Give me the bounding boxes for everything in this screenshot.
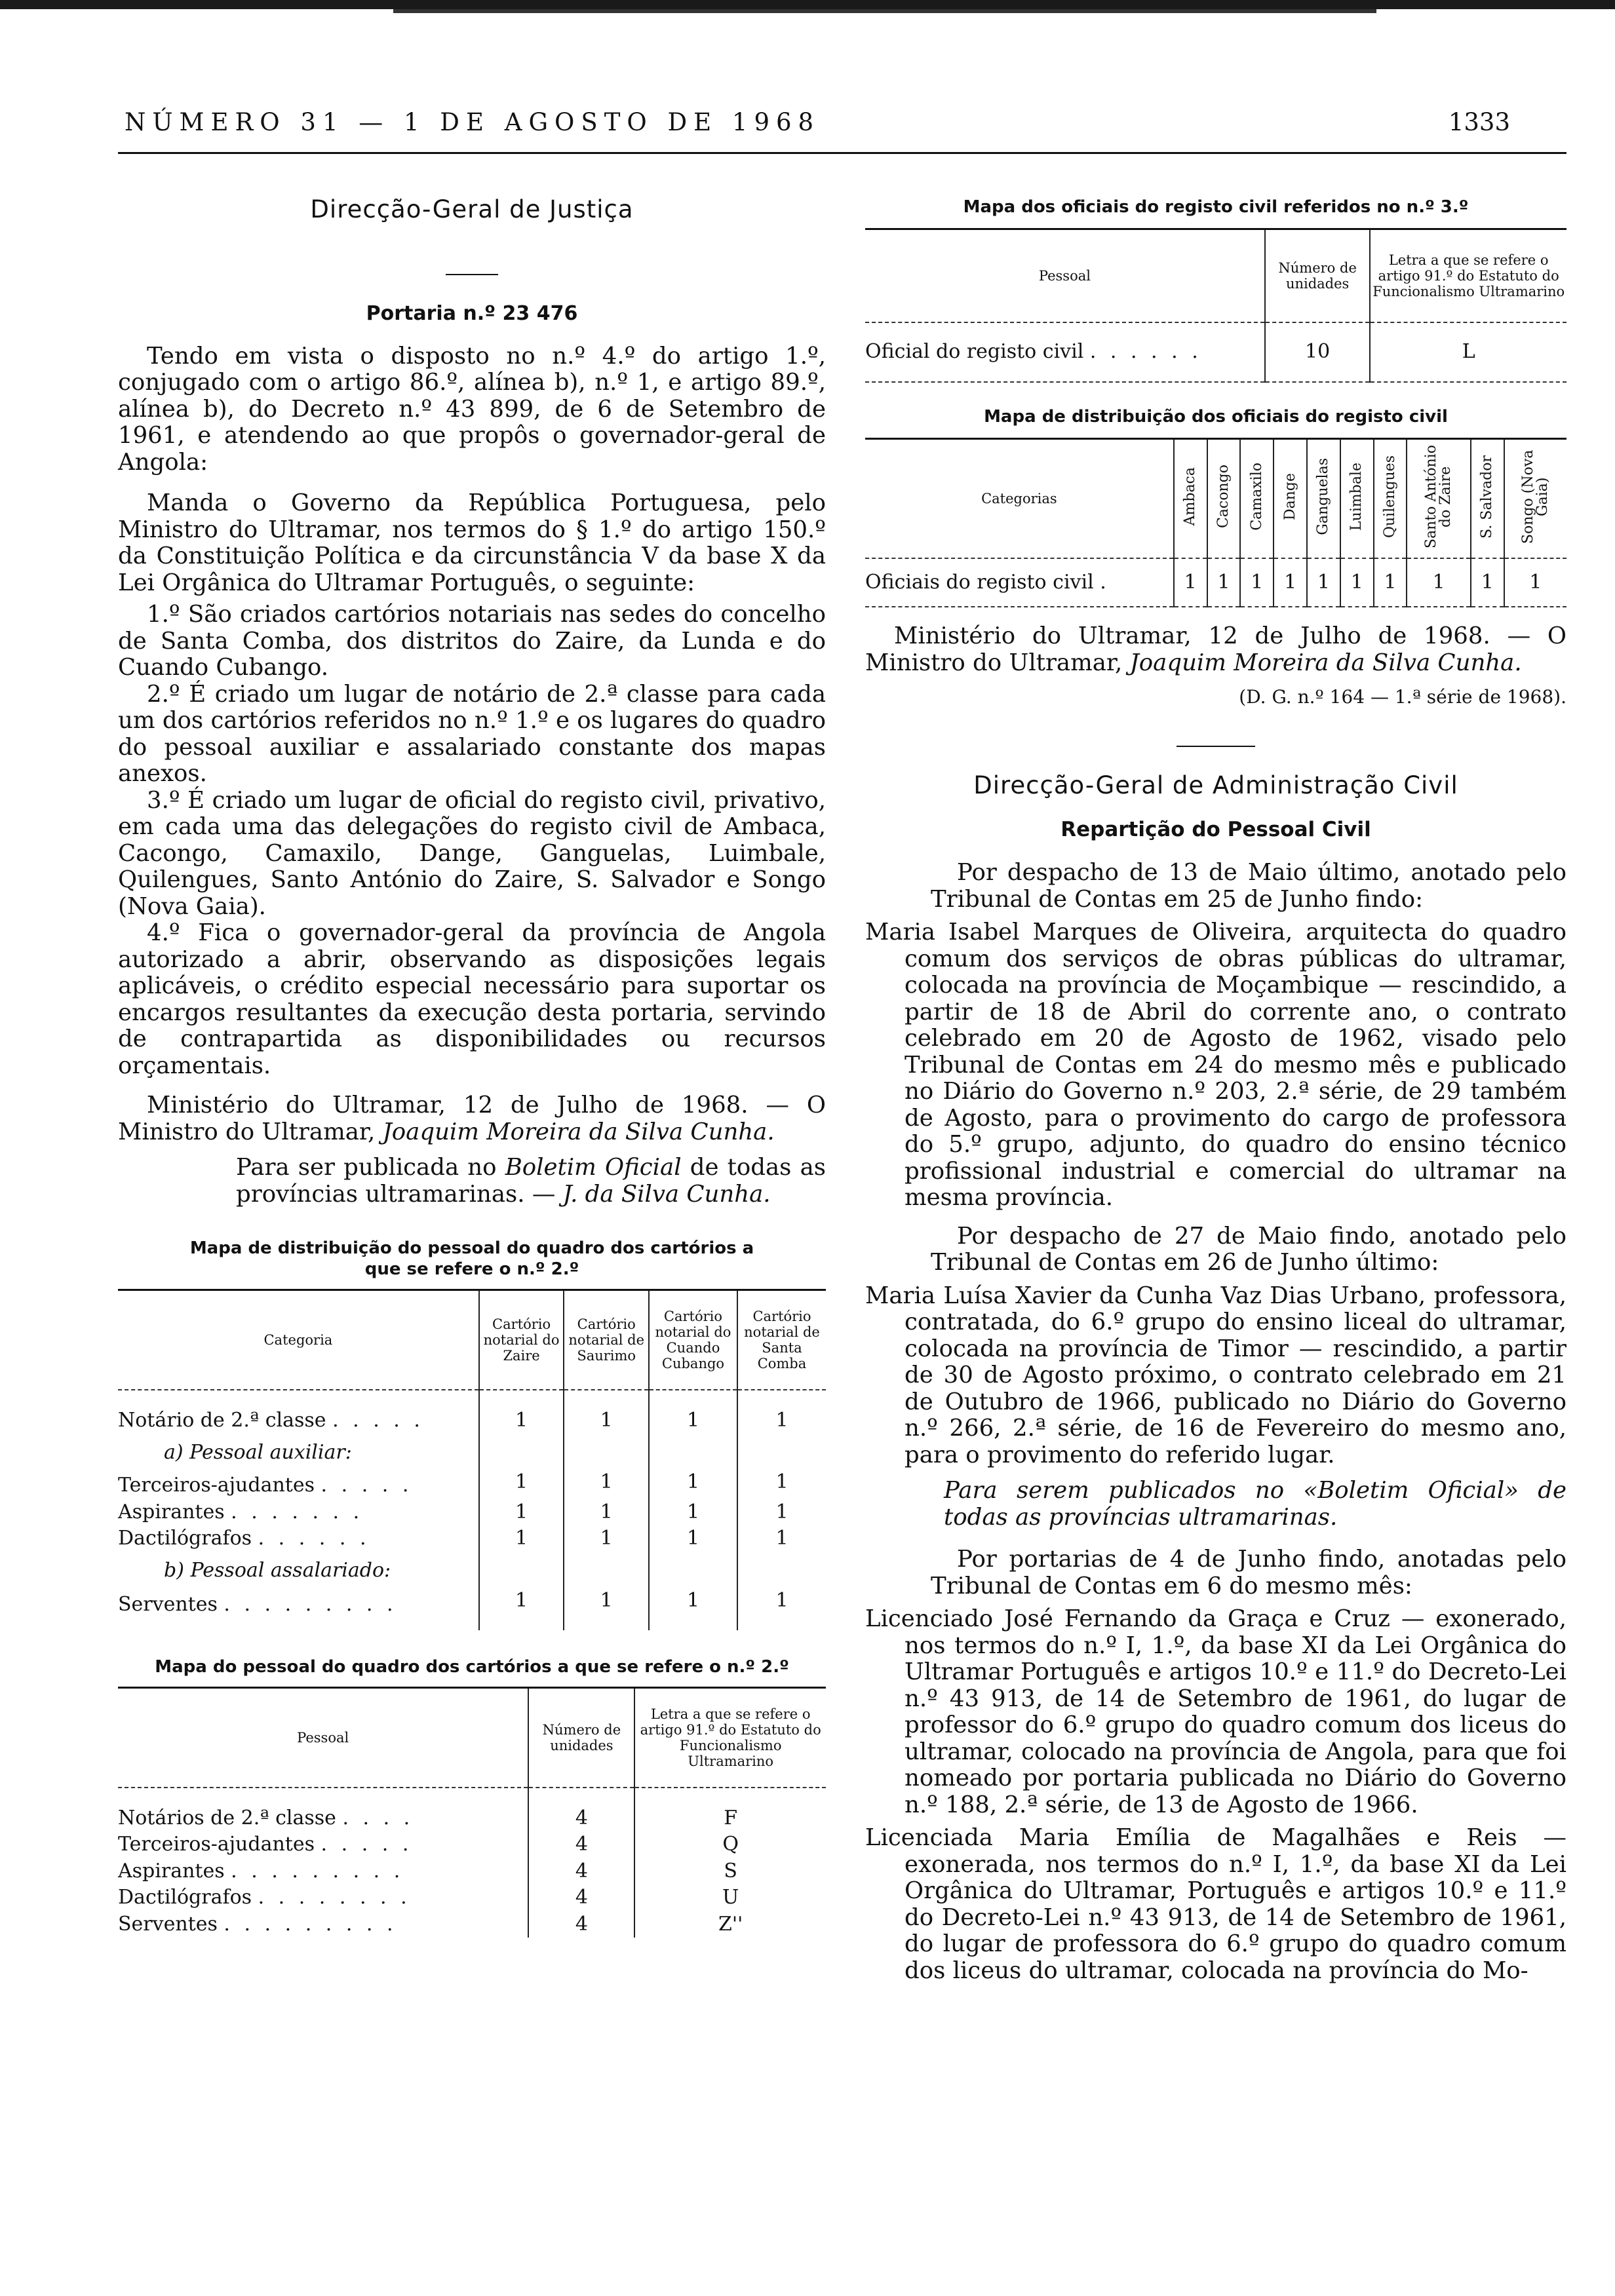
signature bbox=[865, 623, 1566, 676]
text-cell: Aspirantes bbox=[118, 1859, 225, 1883]
text-cell: 4 bbox=[528, 1911, 634, 1938]
text-cell: Serventes bbox=[118, 1912, 218, 1936]
scan-edge bbox=[0, 0, 1615, 9]
paragraph: Por portarias de 4 de Junho findo, anotadas pelo Tribunal de Contas em 6 do mesmo mês: bbox=[931, 1546, 1566, 1599]
col-head: Cartório notarial de Saurimo bbox=[564, 1290, 649, 1390]
table-row bbox=[118, 1552, 826, 1584]
text-cell: Songo (Nova Gaia) bbox=[1519, 450, 1551, 544]
table-row: Oficiais do registo civil . 1 1 1 1 1 1 1 1 1 1 bbox=[865, 569, 1566, 596]
text-cell: a) Pessoal auxiliar: bbox=[164, 1440, 352, 1464]
text-cell: Camaxilo bbox=[1248, 463, 1265, 531]
text-cell: Categorias bbox=[981, 490, 1057, 507]
text-cell: 1 bbox=[564, 1525, 649, 1552]
table-row: Aspirantes . . . . . . . 1 1 1 1 bbox=[118, 1499, 826, 1526]
table-row: Terceiros-ajudantes . . . . . 4 Q bbox=[118, 1831, 826, 1858]
text-cell: 4 bbox=[528, 1805, 634, 1832]
text-cell: Notário de 2.ª classe bbox=[118, 1409, 326, 1432]
paragraph: Manda o Governo da República Portuguesa, pelo Ministro do Ultramar, nos termos do § 1.º do artigo 150.º da Constituição Política e da circunstância V da base X da Lei Orgânica do Ultramar Português, o seguinte: bbox=[118, 489, 826, 596]
table-oficiais-registo bbox=[865, 228, 1566, 383]
text-cell: 1 bbox=[1504, 569, 1566, 596]
paragraph: Licenciado José Fernando da Graça e Cruz — exonerado, nos termos do n.º I, 1.º, da base XI da Lei Orgânica do Ultramar Português e artigos 10.º e 11.º do Decreto-Lei n.º 43 913, de 14 de Setembro de 1961, do lugar de professor do 6.º grupo do quadro comum dos liceus do ultramar, colocado na província de Angola, para que foi nomeado por portaria publicada no Diário do Governo n.º 188, 2.ª série, de 13 de Agosto de 1966. bbox=[865, 1605, 1566, 1818]
text-cell: 1 bbox=[737, 1525, 826, 1552]
gazette-reference: (D. G. n.º 164 — 1.ª série de 1968). bbox=[1239, 686, 1566, 708]
text-cell: U bbox=[634, 1885, 826, 1911]
text-cell: 1 bbox=[1407, 569, 1470, 596]
signature-line: Ministério do Ultramar, 12 de Julho de 1968. — O Ministro do Ultramar, bbox=[118, 1092, 826, 1145]
table-distribuicao-oficiais bbox=[865, 438, 1566, 608]
text-cell: 1 bbox=[737, 1499, 826, 1526]
text-cell: Dactilógrafos bbox=[118, 1527, 252, 1550]
signature-line: Ministério do Ultramar, 12 de Julho de 1968. — O Ministro do Ultramar, bbox=[865, 622, 1566, 676]
table1-title: Mapa de distribuição do pessoal do quadro dos cartórios a que se refere o n.º 2.º bbox=[189, 1238, 754, 1279]
signature bbox=[118, 1092, 826, 1145]
text-cell: Pessoal bbox=[1038, 268, 1091, 284]
text-cell: 1 bbox=[1174, 569, 1207, 596]
text-cell: Ambaca bbox=[1182, 467, 1199, 526]
paragraph: Por despacho de 27 de Maio findo, anotado pelo Tribunal de Contas em 26 de Junho último: bbox=[931, 1222, 1566, 1276]
text-cell: Santo António do Zaire bbox=[1423, 444, 1454, 549]
text-cell: Terceiros-ajudantes bbox=[118, 1474, 315, 1497]
page-number: 1333 bbox=[1448, 108, 1510, 136]
col-head: Cartório notarial de Santa Comba bbox=[737, 1290, 826, 1390]
paragraph: 2.º É criado um lugar de notário de 2.ª classe para cada um dos cartórios referidos no n.º 1.º e os lugares do quadro do pessoal auxiliar e assalariado constante dos mapas anexos. bbox=[118, 680, 826, 787]
text-cell: Oficiais do registo civil bbox=[865, 570, 1094, 594]
text-cell: Terceiros-ajudantes bbox=[118, 1833, 315, 1856]
table-row bbox=[118, 1434, 826, 1466]
text-cell: 1 bbox=[479, 1584, 564, 1618]
table3-title: Mapa dos oficiais do registo civil referidos no n.º 3.º bbox=[963, 197, 1469, 217]
table4-title: Mapa de distribuição dos oficiais do registo civil bbox=[984, 406, 1448, 427]
text-cell: Número de unidades bbox=[1265, 229, 1371, 323]
table-pessoal-cartorios bbox=[118, 1687, 826, 1938]
left-column bbox=[118, 197, 826, 1938]
text-cell: 10 bbox=[1265, 339, 1371, 366]
table-row: Terceiros-ajudantes . . . . . 1 1 1 1 bbox=[118, 1466, 826, 1499]
text-cell: 1 bbox=[1374, 569, 1407, 596]
text-cell: Oficial do registo civil bbox=[865, 340, 1084, 363]
text-cell: 4 bbox=[528, 1858, 634, 1885]
text-cell: 1 bbox=[649, 1499, 737, 1526]
table-row: Dactilógrafos . . . . . . . . 4 U bbox=[118, 1885, 826, 1911]
section-title-justica: Direcção-Geral de Justiça bbox=[310, 195, 634, 223]
text-cell: Cacongo bbox=[1215, 465, 1232, 529]
col-head: Categoria bbox=[263, 1332, 333, 1348]
signature-name: Joaquim Moreira da Silva Cunha. bbox=[382, 1118, 775, 1145]
text-cell: 1 bbox=[1307, 569, 1340, 596]
text-cell: Q bbox=[634, 1831, 826, 1858]
text-cell: 1 bbox=[564, 1466, 649, 1499]
text-cell: b) Pessoal assalariado: bbox=[164, 1558, 391, 1582]
text-cell: Letra a que se refere o artigo 91.º do Estatuto do Funcionalismo Ultramarino bbox=[1370, 229, 1566, 323]
text-cell: S. Salvador bbox=[1479, 455, 1496, 539]
text-cell: Notários de 2.ª classe bbox=[118, 1806, 336, 1829]
scan-edge-2 bbox=[393, 9, 1376, 13]
paragraph: Maria Isabel Marques de Oliveira, arquitecta do quadro comum dos serviços de obras públicas do ultramar, colocada na província de Moçambique — rescindido, a partir de 18 de Abril do corrente ano, o contrato celebrado em 20 de Agosto de 1962, visado pelo Tribunal de Contas em 24 do mesmo mês e publicado no Diário do Governo n.º 203, 2.ª série, de 29 também de Agosto, para o provimento do cargo de professora do 5.º grupo, adjunto, do quadro do ensino técnico profissional industrial e comercial do ultramar na mesma província. bbox=[865, 919, 1566, 1211]
text-cell: 1 bbox=[1240, 569, 1274, 596]
header-rule bbox=[118, 152, 1566, 154]
text-cell: 1 bbox=[564, 1499, 649, 1526]
table2-title: Mapa do pessoal do quadro dos cartórios a que se refere o n.º 2.º bbox=[155, 1656, 789, 1677]
portaria-title: Portaria n.º 23 476 bbox=[366, 302, 578, 325]
running-head: NÚMERO 31 — 1 DE AGOSTO DE 1968 bbox=[125, 108, 821, 136]
table-row: Notários de 2.ª classe . . . . 4 F bbox=[118, 1805, 826, 1832]
paragraph: Tendo em vista o disposto no n.º 4.º do artigo 1.º, conjugado com o artigo 86.º, alínea b), n.º 1, e artigo 89.º, alínea b), do Decreto n.º 43 899, de 6 de Setembro de 1961, e atendendo ao que propôs o governador-geral de Angola: bbox=[118, 342, 826, 476]
text-cell: Quilengues bbox=[1382, 455, 1399, 539]
text-cell: Pessoal bbox=[297, 1729, 349, 1746]
text-cell: 1 bbox=[564, 1407, 649, 1434]
text-cell: Dactilógrafos bbox=[118, 1886, 252, 1909]
text-cell: 1 bbox=[737, 1584, 826, 1618]
text-cell: Número de unidades bbox=[528, 1687, 634, 1788]
text-cell: 1 bbox=[649, 1466, 737, 1499]
col-head: Cartório notarial do Cuando Cubango bbox=[649, 1290, 737, 1390]
paragraph: Licenciada Maria Emília de Magalhães e Reis — exonerada, nos termos do n.º I, 1.º, da base XI da Lei Orgânica do Ultramar, Português e artigos 10.º e 11.º do Decreto-Lei n.º 43 913, de 14 de Setembro de 1961, do lugar de professora do 6.º grupo do quadro comum dos liceus do ultramar, colocada na província do Mo- bbox=[865, 1824, 1566, 1984]
table-row: Dactilógrafos . . . . . . 1 1 1 1 bbox=[118, 1525, 826, 1552]
text-cell: 1 bbox=[1274, 569, 1307, 596]
text-cell: 1 bbox=[649, 1525, 737, 1552]
text-cell: 1 bbox=[737, 1407, 826, 1434]
table-row: Serventes . . . . . . . . . 1 1 1 1 bbox=[118, 1584, 826, 1618]
text-cell: 1 bbox=[1340, 569, 1374, 596]
paragraph: Maria Luísa Xavier da Cunha Vaz Dias Urbano, professora, contratada, do 6.º grupo do ensino liceal do ultramar, colocada na província de Timor — rescindido, a partir de 30 de Agosto próximo, o contrato celebrado em 21 de Outubro de 1966, publicado no Diário do Governo n.º 266, 2.ª série, de 16 de Fevereiro do mesmo ano, para o provimento do referido lugar. bbox=[865, 1282, 1566, 1468]
text-cell: 4 bbox=[528, 1885, 634, 1911]
section-title-administracao: Direcção-Geral de Administração Civil bbox=[973, 771, 1458, 799]
right-column bbox=[865, 197, 1566, 1984]
text-cell: 1 bbox=[479, 1407, 564, 1434]
table-row: Serventes . . . . . . . . . 4 Z'' bbox=[118, 1911, 826, 1938]
text-cell: Ganguelas bbox=[1315, 458, 1332, 535]
text-cell: Dange bbox=[1281, 472, 1298, 521]
paragraph: 1.º São criados cartórios notariais nas sedes do concelho de Santa Comba, dos distritos do Zaire, da Lunda e do Cuando Cubango. bbox=[118, 601, 826, 681]
text-cell: L bbox=[1370, 339, 1566, 366]
text-cell: 1 bbox=[1207, 569, 1241, 596]
text-cell: Serventes bbox=[118, 1593, 218, 1616]
text-cell: 1 bbox=[564, 1584, 649, 1618]
paragraph: Por despacho de 13 de Maio último, anotado pelo Tribunal de Contas em 25 de Junho findo: bbox=[931, 859, 1566, 913]
col-head: Cartório notarial do Zaire bbox=[479, 1290, 564, 1390]
text-cell: Z'' bbox=[634, 1911, 826, 1938]
publication-note: Para serem publicados no «Boletim Oficial» de todas as províncias ultramarinas. bbox=[944, 1477, 1566, 1531]
table-row: Oficial do registo civil . . . . . . 10 L bbox=[865, 339, 1566, 366]
text-cell: 1 bbox=[479, 1525, 564, 1552]
publication-note bbox=[118, 1155, 826, 1208]
text-cell: Luimbale bbox=[1348, 463, 1365, 531]
text-cell: de todas as províncias ultramarinas. — bbox=[236, 1154, 826, 1208]
sub-title: Repartição do Pessoal Civil bbox=[1060, 817, 1371, 841]
text-cell: Aspirantes bbox=[118, 1500, 225, 1523]
text-cell: S bbox=[634, 1858, 826, 1885]
text-cell: 1 bbox=[1471, 569, 1504, 596]
text-cell: 1 bbox=[479, 1466, 564, 1499]
text-cell: 4 bbox=[528, 1831, 634, 1858]
table-distribuicao-pessoal bbox=[118, 1289, 826, 1630]
text-cell: 1 bbox=[479, 1499, 564, 1526]
text-cell: J. da Silva Cunha. bbox=[562, 1180, 771, 1208]
text-cell: Boletim Oficial bbox=[505, 1154, 682, 1181]
paragraph: 3.º É criado um lugar de oficial do registo civil, privativo, em cada uma das delegações do registo civil de Ambaca, Cacongo, Camaxilo, Dange, Ganguelas, Luimbale, Quilengues, Santo António do Zaire, S. Salvador e Songo (Nova Gaia). bbox=[118, 786, 826, 920]
text-cell: 1 bbox=[737, 1466, 826, 1499]
text-cell: Para ser publicada no bbox=[236, 1154, 497, 1181]
table-row: Notário de 2.ª classe . . . . . 1 1 1 1 bbox=[118, 1407, 826, 1434]
text-cell: 1 bbox=[649, 1584, 737, 1618]
text-cell: Letra a que se refere o artigo 91.º do Estatuto do Funcionalismo Ultramarino bbox=[634, 1687, 826, 1788]
paragraph: 4.º Fica o governador-geral da província de Angola autorizado a abrir, observando as disposições legais aplicáveis, o crédito especial necessário para suportar os encargos resultantes da execução desta portaria, servindo de contrapartida as disponibilidades ou recursos orçamentais. bbox=[118, 919, 826, 1079]
signature-name: Joaquim Moreira da Silva Cunha. bbox=[1129, 649, 1522, 676]
text-cell: 1 bbox=[649, 1407, 737, 1434]
table-row: Aspirantes . . . . . . . . . 4 S bbox=[118, 1858, 826, 1885]
text-cell: F bbox=[634, 1805, 826, 1832]
